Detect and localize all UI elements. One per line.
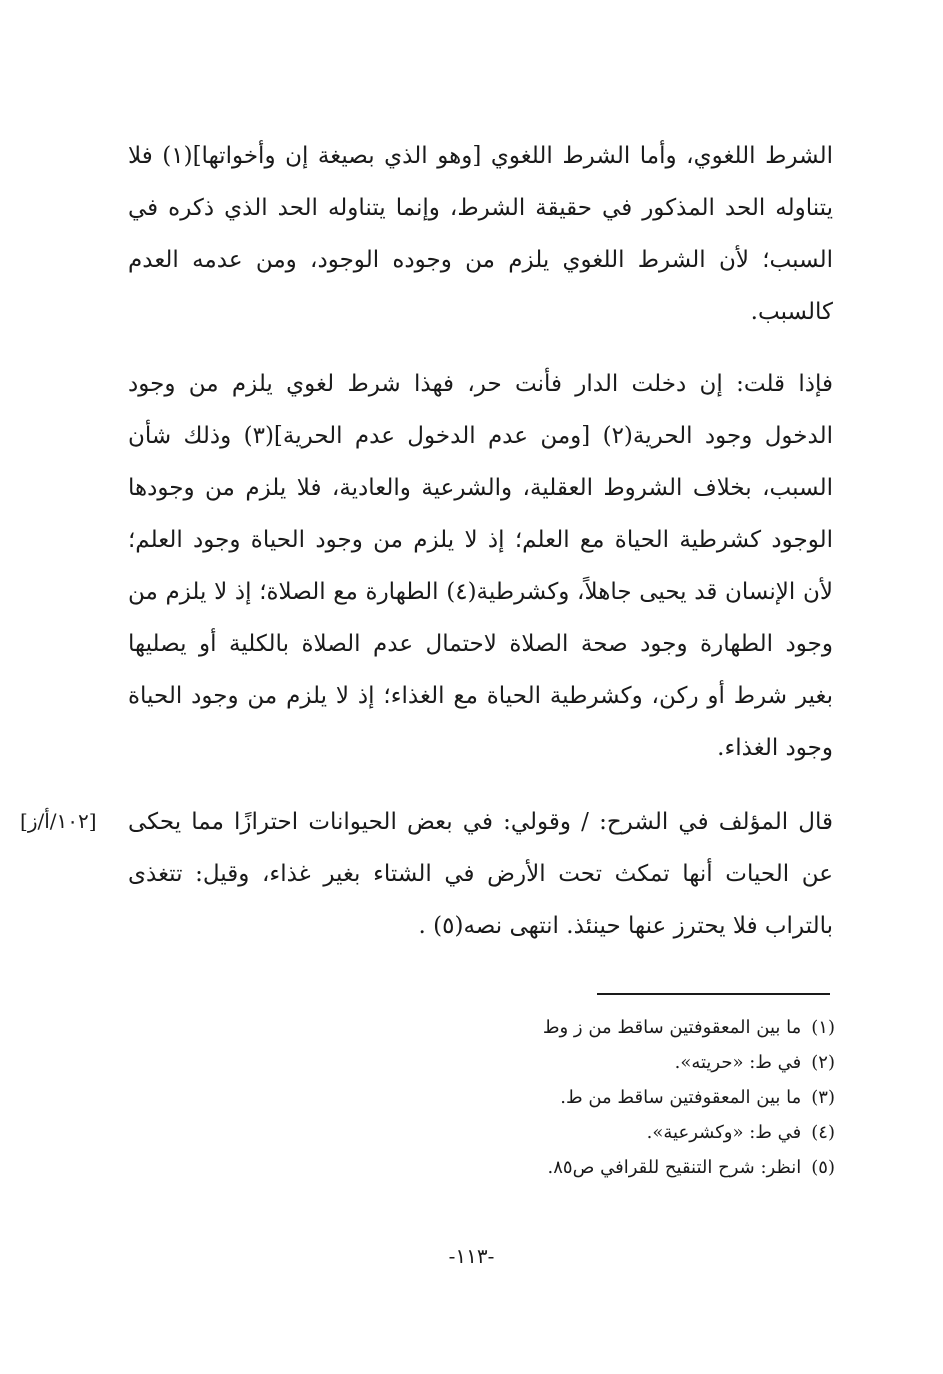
paragraph-1: [128, 130, 833, 338]
text-line: عن الحيات أنها تمكث تحت الأرض في الشتاء بغير غذاء، وقيل: تتغذى: [128, 861, 833, 887]
text-line: بالتراب فلا يحترز عنها حينئذ. انتهى نصه(٥) .: [418, 913, 833, 939]
text-line: الشرط اللغوي، وأما الشرط اللغوي [وهو الذي بصيغة إن وأخواتها](١) فلا: [128, 143, 833, 169]
paragraph-2: [128, 358, 833, 774]
footnote-text: في ط: «حريته».: [674, 1052, 802, 1073]
footnote-number: (٤): [811, 1122, 835, 1143]
footnote-separator: [597, 993, 830, 995]
footnote-item: [430, 1080, 835, 1115]
footnote-text: انظر: شرح التنقيح للقرافي ص٨٥.: [547, 1157, 802, 1178]
footnote-item: [430, 1010, 835, 1045]
footnote-number: (١): [811, 1017, 835, 1038]
text-line: الدخول وجود الحرية(٢) [ومن عدم الدخول عدم الحرية](٣) وذلك شأن: [128, 423, 833, 449]
footnote-item: [430, 1045, 835, 1080]
text-line: الوجود كشرطية الحياة مع العلم؛ إذ لا يلزم من وجود الحياة وجود العلم؛: [128, 527, 833, 553]
footnote-item: [430, 1150, 835, 1185]
text-line: السبب؛ لأن الشرط اللغوي يلزم من وجوده الوجود، ومن عدمه العدم: [128, 247, 833, 273]
text-line: السبب، بخلاف الشروط العقلية، والشرعية والعادية، فلا يلزم من وجودها: [128, 475, 833, 501]
text-line: لأن الإنسان قد يحيى جاهلاً، وكشرطية(٤) الطهارة مع الصلاة؛ إذ لا يلزم من: [128, 579, 833, 605]
page-number: -١١٣-: [448, 1244, 495, 1268]
footnotes-list: [430, 1010, 835, 1185]
text-line: وجود الغذاء.: [717, 735, 833, 761]
manuscript-folio-marker: [١٠٢/أ/ز]: [20, 809, 97, 833]
footnote-number: (٣): [811, 1087, 835, 1108]
paragraph-3: [128, 796, 833, 952]
footnote-text: ما بين المعقوفتين ساقط من ط.: [560, 1087, 802, 1108]
text-line: كالسبب.: [750, 299, 833, 325]
text-line: يتناوله الحد المذكور في حقيقة الشرط، وإنما يتناوله الحد الذي ذكره في: [128, 195, 833, 221]
footnote-number: (٢): [811, 1052, 835, 1073]
footnote-text: في ط: «وكشرعية».: [646, 1122, 802, 1143]
text-line: وجود الطهارة وجود صحة الصلاة لاحتمال عدم الصلاة بالكلية أو يصليها: [128, 631, 833, 657]
text-line: فإذا قلت: إن دخلت الدار فأنت حر، فهذا شرط لغوي يلزم من وجود: [128, 371, 833, 397]
footnote-text: ما بين المعقوفتين ساقط من ز وط: [542, 1017, 802, 1038]
text-line: قال المؤلف في الشرح: / وقولي: في بعض الحيوانات احترازًا مما يحكى: [128, 809, 833, 835]
text-line: بغير شرط أو ركن، وكشرطية الحياة مع الغذاء؛ إذ لا يلزم من وجود الحياة: [128, 683, 833, 709]
footnote-number: (٥): [811, 1157, 835, 1178]
footnote-item: [430, 1115, 835, 1150]
